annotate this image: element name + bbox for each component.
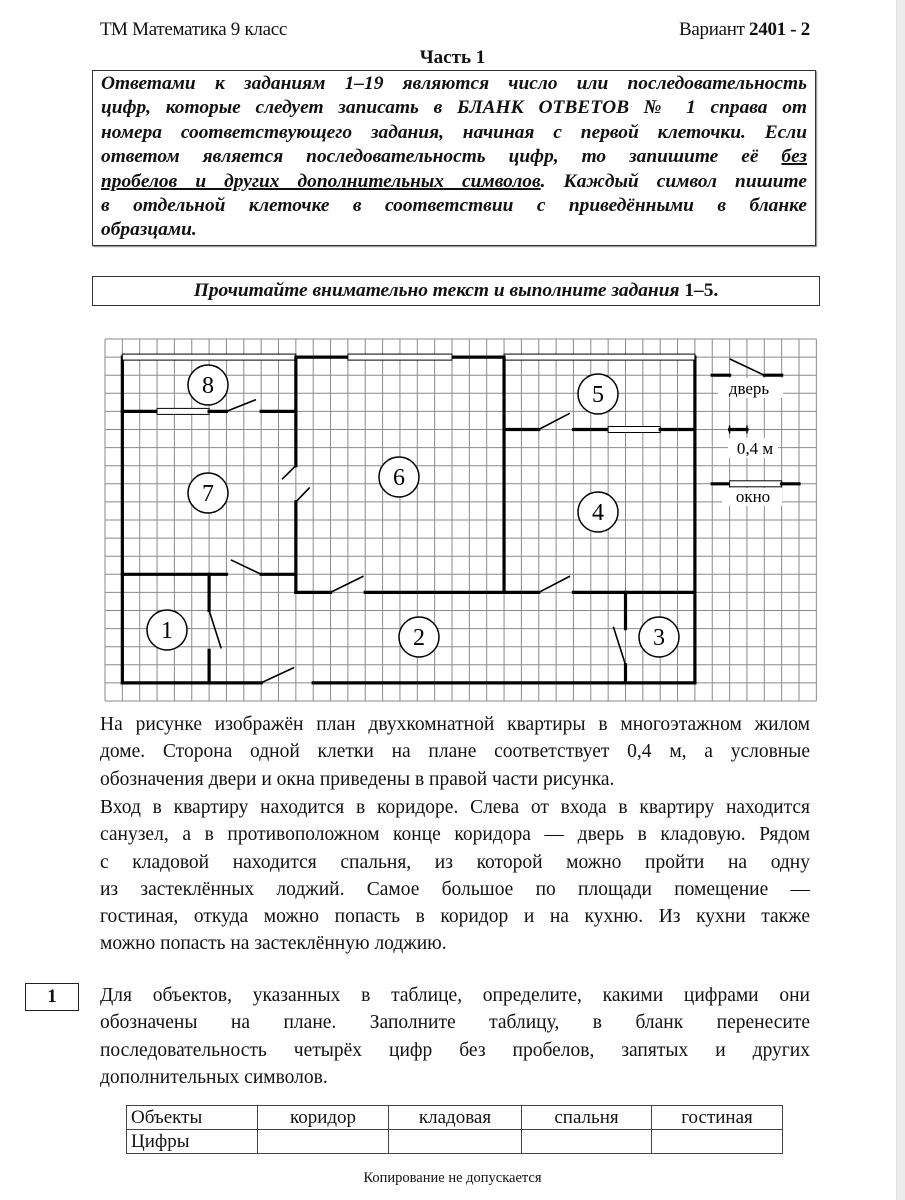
instructions-line: в отдельной клеточке в соответствии с приведёнными в бланке xyxy=(101,195,807,217)
instructions-text: . Каждый символ пишите xyxy=(540,170,807,192)
text-line: из застеклённых лоджий. Самое большое по площади помещение — xyxy=(100,878,810,900)
footer-note: Копирование не допускается xyxy=(363,1170,542,1186)
svg-text:2: 2 xyxy=(413,625,425,651)
answer-cell[interactable] xyxy=(652,1130,783,1154)
room-label-4 xyxy=(578,492,618,532)
apartment-description xyxy=(100,794,810,958)
room-label-5 xyxy=(578,374,618,414)
page-number: - 2 xyxy=(785,19,810,40)
text-line: обозначения двери и окна приведены в правой части рисунка. xyxy=(100,768,615,790)
task-range: 1–5. xyxy=(684,280,719,301)
text-line: Для объектов, указанных в таблице, определите, какими цифрами они xyxy=(100,985,810,1006)
part-title: Часть 1 xyxy=(419,47,486,68)
answer-cell[interactable] xyxy=(389,1130,522,1154)
instructions-line: образцами. xyxy=(101,219,197,241)
room-label-7 xyxy=(188,473,228,513)
legend-door-label: дверь xyxy=(728,379,770,398)
text-line: доме. Сторона одной клетки на плане соответствует 0,4 м, а условные xyxy=(100,741,810,763)
text-line: санузел, а в противоположном конце коридора — дверь в кладовую. Рядом xyxy=(100,824,810,846)
plan-description xyxy=(100,711,810,793)
text-line: дополнительных символов. xyxy=(100,1066,328,1088)
table-cell-object: гостиная xyxy=(652,1106,783,1130)
text-line: обозначены на плане. Заполните таблицу, в бланк перенесите xyxy=(100,1012,810,1034)
table-row xyxy=(127,1106,783,1130)
instructions-text: ответом является последовательность цифр, то запишите её xyxy=(101,146,782,168)
instructions-line: Ответами к заданиям 1–19 являются число или последовательность xyxy=(101,73,807,94)
instructions-line: номера соответствующего задания, начиная с первой клеточки. Если xyxy=(101,121,807,143)
legend-window-label: окно xyxy=(735,487,771,506)
read-prompt-text: Прочитайте внимательно текст и выполните задания xyxy=(193,280,685,301)
table-cell-object: коридор xyxy=(258,1106,389,1130)
svg-text:5: 5 xyxy=(592,382,604,408)
svg-text:1: 1 xyxy=(161,618,173,644)
instructions-line: цифр, которые следует записать в БЛАНК ОТВЕТОВ № 1 справа от xyxy=(101,97,807,119)
text-line: На рисунке изображён план двухкомнатной квартиры в многоэтажном жилом xyxy=(100,714,810,735)
svg-text:7: 7 xyxy=(202,481,214,507)
legend-scale-label: 0,4 м xyxy=(736,439,774,458)
text-line: гостиная, откуда можно попасть в коридор и на кухню. Из кухни также xyxy=(100,906,810,928)
svg-text:4: 4 xyxy=(592,500,604,526)
task-1-text xyxy=(100,982,810,1091)
svg-text:8: 8 xyxy=(202,373,214,399)
svg-text:3: 3 xyxy=(653,625,665,651)
room-label-6 xyxy=(379,457,419,497)
table-cell-object: кладовая xyxy=(389,1106,522,1130)
text-line: последовательность четырёх цифр без пробелов, запятых и других xyxy=(100,1039,810,1061)
answer-table xyxy=(126,1105,783,1154)
room-label-3 xyxy=(639,617,679,657)
text-line: можно попасть на застеклённую лоджию. xyxy=(100,933,447,955)
underlined-text: пробелов и других дополнительных символов xyxy=(101,170,541,192)
room-label-8 xyxy=(188,365,228,405)
plan-walls xyxy=(122,354,799,683)
answer-cell[interactable] xyxy=(258,1130,389,1154)
table-cell-object: спальня xyxy=(522,1106,652,1130)
table-row-header: Объекты xyxy=(127,1106,258,1130)
variant-number: 2401 xyxy=(749,19,786,40)
text-line: с кладовой находится спальня, из которой можно пройти на одну xyxy=(100,851,810,873)
room-label-2 xyxy=(399,617,439,657)
room-label-1 xyxy=(147,610,187,650)
svg-text:6: 6 xyxy=(393,465,405,491)
variant-label: Вариант xyxy=(679,19,745,40)
header-subject: ТМ Математика 9 класс xyxy=(100,19,287,40)
table-row-header: Цифры xyxy=(127,1130,258,1154)
underlined-text: без xyxy=(781,146,807,168)
table-row xyxy=(127,1130,783,1154)
text-line: Вход в квартиру находится в коридоре. Слева от входа в квартиру находится xyxy=(100,797,810,818)
task-number-box: 1 xyxy=(25,983,79,1011)
answer-cell[interactable] xyxy=(522,1130,652,1154)
